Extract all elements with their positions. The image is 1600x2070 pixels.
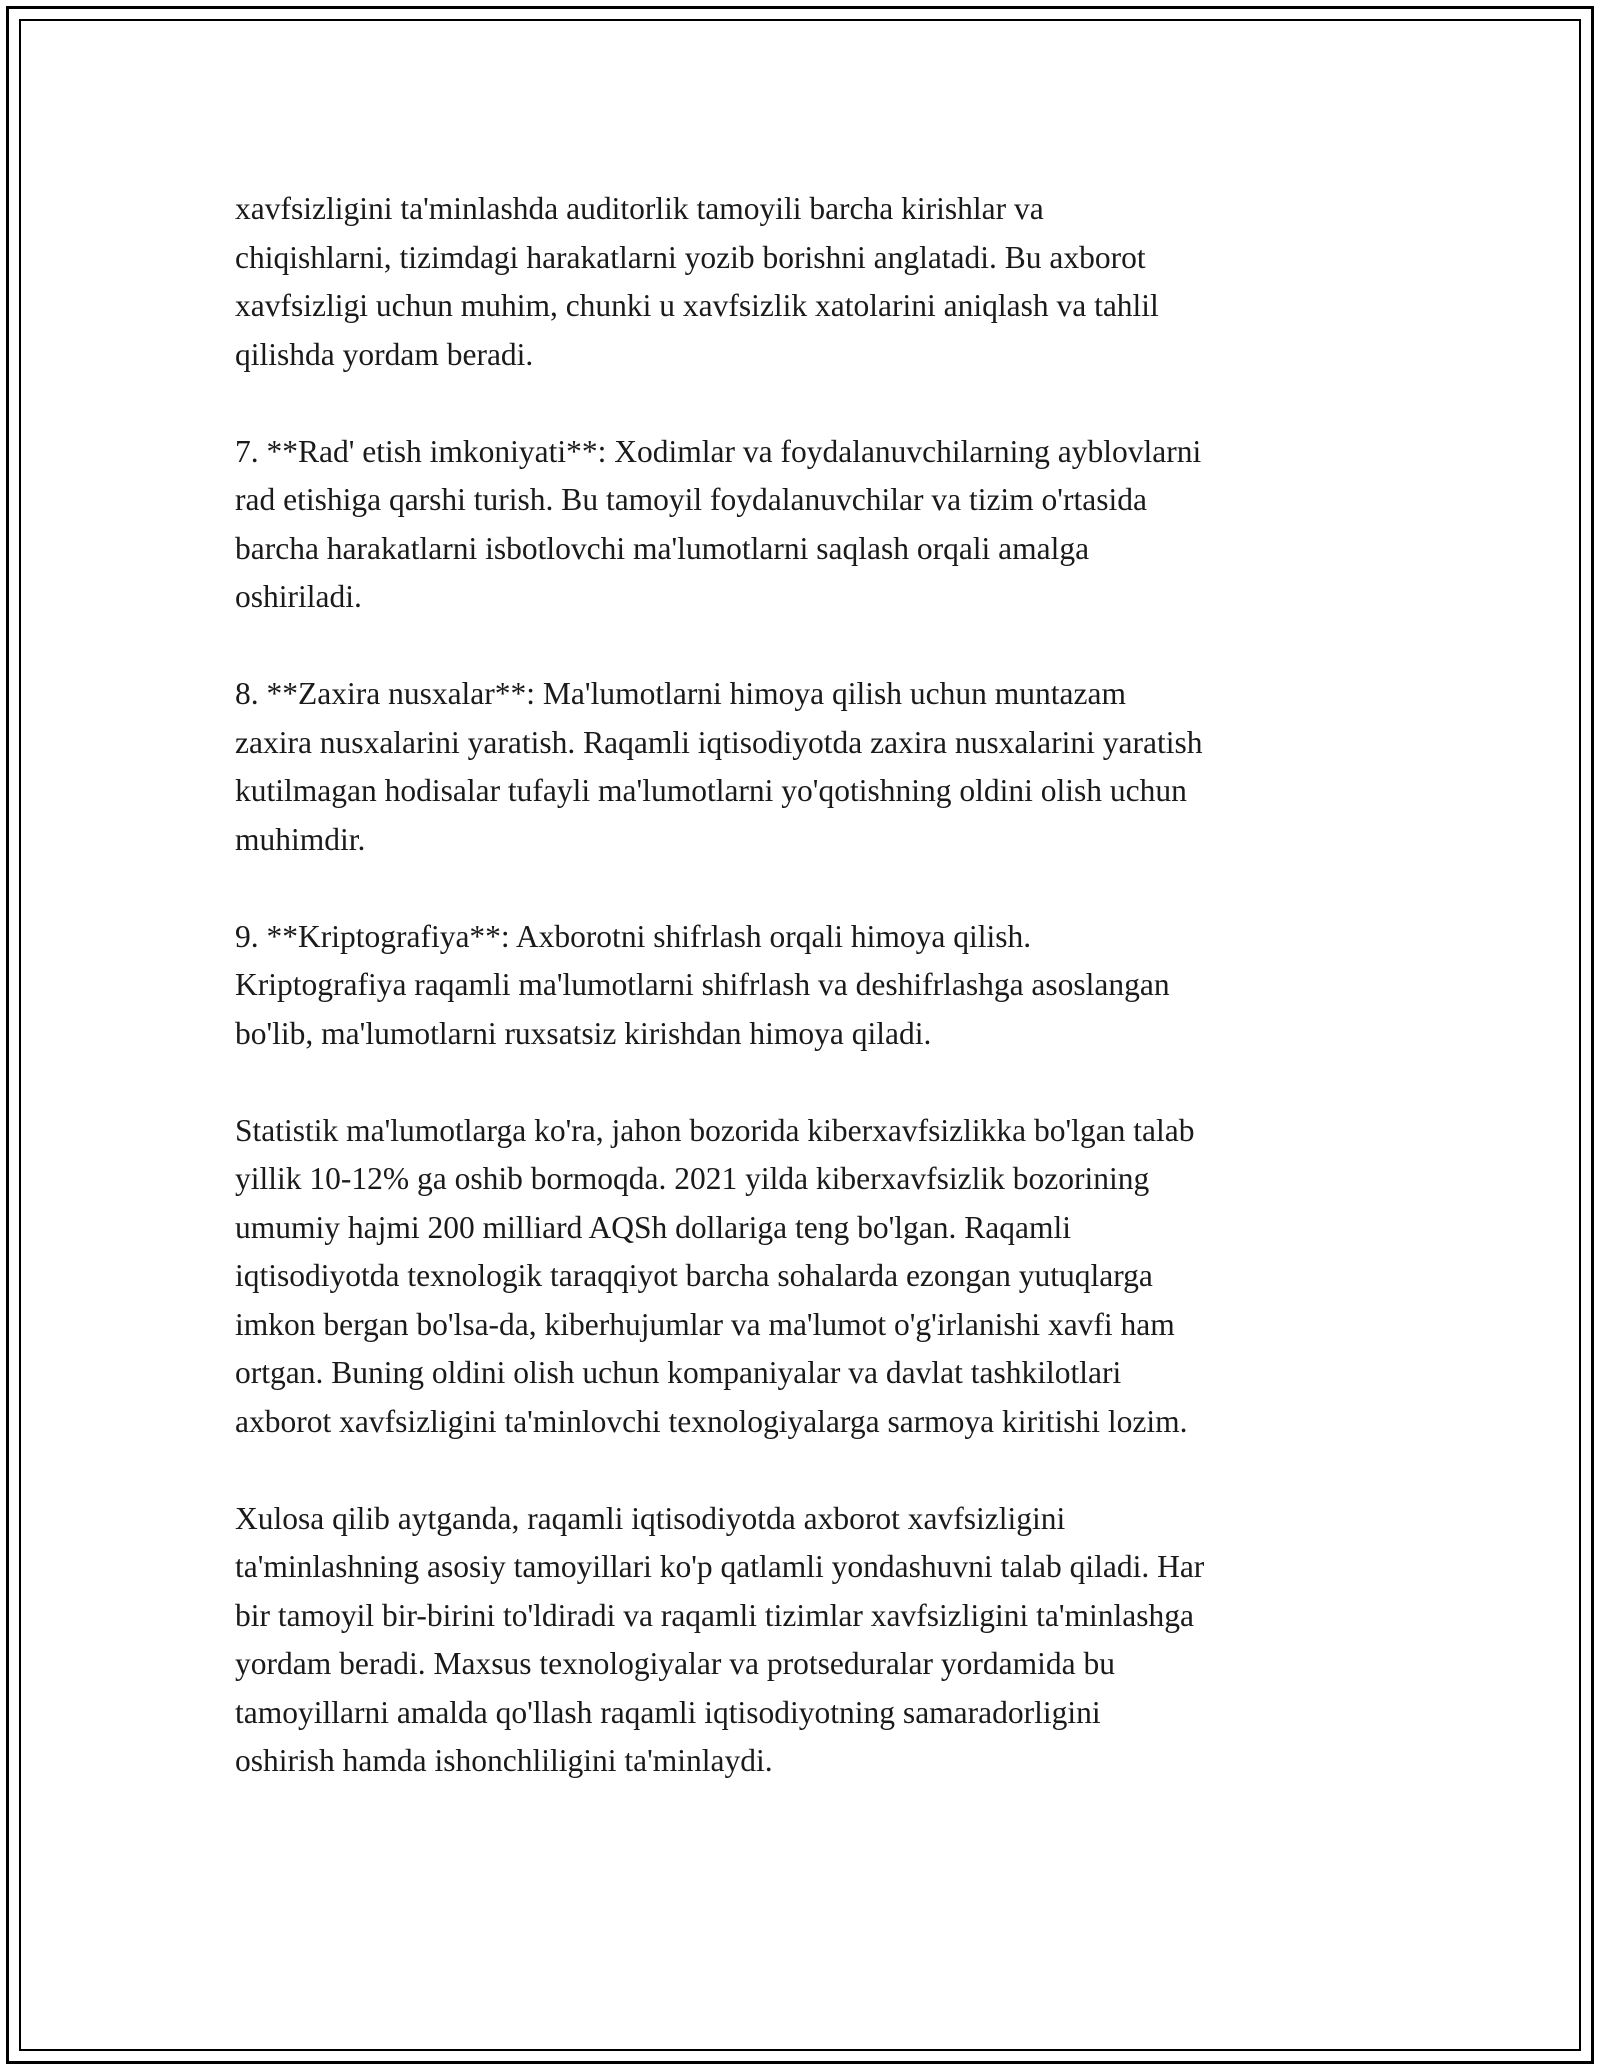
text-line: xavfsizligini ta'minlashda auditorlik tamoyili barcha kirishlar va — [235, 191, 1044, 226]
paragraph-non-repudiation — [235, 428, 1380, 622]
text-line: axborot xavfsizligini ta'minlovchi texnologiyalarga sarmoya kiritishi lozim. — [235, 1403, 1188, 1439]
text-line: ortgan. Buning oldini olish uchun kompaniyalar va davlat tashkilotlari — [235, 1355, 1122, 1390]
text-line: 7. **Rad' etish imkoniyati**: Xodimlar va foydalanuvchilarning ayblovlarni — [235, 433, 1202, 469]
text-line: barcha harakatlarni isbotlovchi ma'lumotlarni saqlash orqali amalga — [235, 530, 1090, 566]
text-line: Statistik ma'lumotlarga ko'ra, jahon bozorida kiberxavfsizlikka bo'lgan talab — [235, 1112, 1195, 1148]
text-line: zaxira nusxalarini yaratish. Raqamli iqtisodiyotda zaxira nusxalarini yaratish — [235, 724, 1203, 760]
paragraph-auditing — [235, 185, 1380, 379]
text-line: Kriptografiya raqamli ma'lumotlarni shifrlash va deshifrlashga asoslangan — [235, 967, 1170, 1002]
text-line: iqtisodiyotda texnologik taraqqiyot barcha sohalarda ezongan yutuqlarga — [235, 1258, 1153, 1293]
text-line: ta'minlashning asosiy tamoyillari ko'p qatlamli yondashuvni talab qiladi. Har — [235, 1549, 1205, 1584]
text-line: tamoyillarni amalda qo'llash raqamli iqtisodiyotning samaradorligini — [235, 1694, 1101, 1730]
paragraph-cryptography — [235, 913, 1380, 1059]
text-line: rad etishiga qarshi turish. Bu tamoyil foydalanuvchilar va tizim o'rtasida — [235, 482, 1147, 517]
text-line: muhimdir. — [235, 821, 366, 857]
text-line: 9. **Kriptografiya**: Axborotni shifrlash orqali himoya qilish. — [235, 918, 1032, 954]
text-line: xavfsizligi uchun muhim, chunki u xavfsizlik xatolarini aniqlash va tahlil — [235, 288, 1159, 323]
text-line: 8. **Zaxira nusxalar**: Ma'lumotlarni himoya qilish uchun muntazam — [235, 676, 1126, 711]
document-body — [235, 185, 1380, 1834]
text-line: imkon bergan bo'lsa-da, kiberhujumlar va ma'lumot o'g'irlanishi xavfi ham — [235, 1306, 1175, 1342]
text-line: chiqishlarni, tizimdagi harakatlarni yozib borishni anglatadi. Bu axborot — [235, 239, 1146, 275]
text-line: umumiy hajmi 200 milliard AQSh dollariga teng bo'lgan. Raqamli — [235, 1209, 1071, 1245]
text-line: Xulosa qilib aytganda, raqamli iqtisodiyotda axborot xavfsizligini — [235, 1500, 1066, 1536]
paragraph-conclusion — [235, 1495, 1380, 1786]
text-line: qilishda yordam beradi. — [235, 336, 534, 372]
text-line: oshirish hamda ishonchliligini ta'minlaydi. — [235, 1743, 773, 1778]
text-line: yillik 10-12% ga oshib bormoqda. 2021 yilda kiberxavfsizlik bozorining — [235, 1161, 1150, 1196]
paragraph-backups — [235, 670, 1380, 864]
text-line: bo'lib, ma'lumotlarni ruxsatsiz kirishdan himoya qiladi. — [235, 1015, 932, 1051]
text-line: kutilmagan hodisalar tufayli ma'lumotlarni yo'qotishning oldini olish uchun — [235, 773, 1187, 808]
text-line: yordam beradi. Maxsus texnologiyalar va protseduralar yordamida bu — [235, 1646, 1115, 1681]
text-line: bir tamoyil bir-birini to'ldiradi va raqamli tizimlar xavfsizligini ta'minlashga — [235, 1597, 1194, 1633]
text-line: oshiriladi. — [235, 579, 362, 614]
paragraph-statistics — [235, 1107, 1380, 1447]
